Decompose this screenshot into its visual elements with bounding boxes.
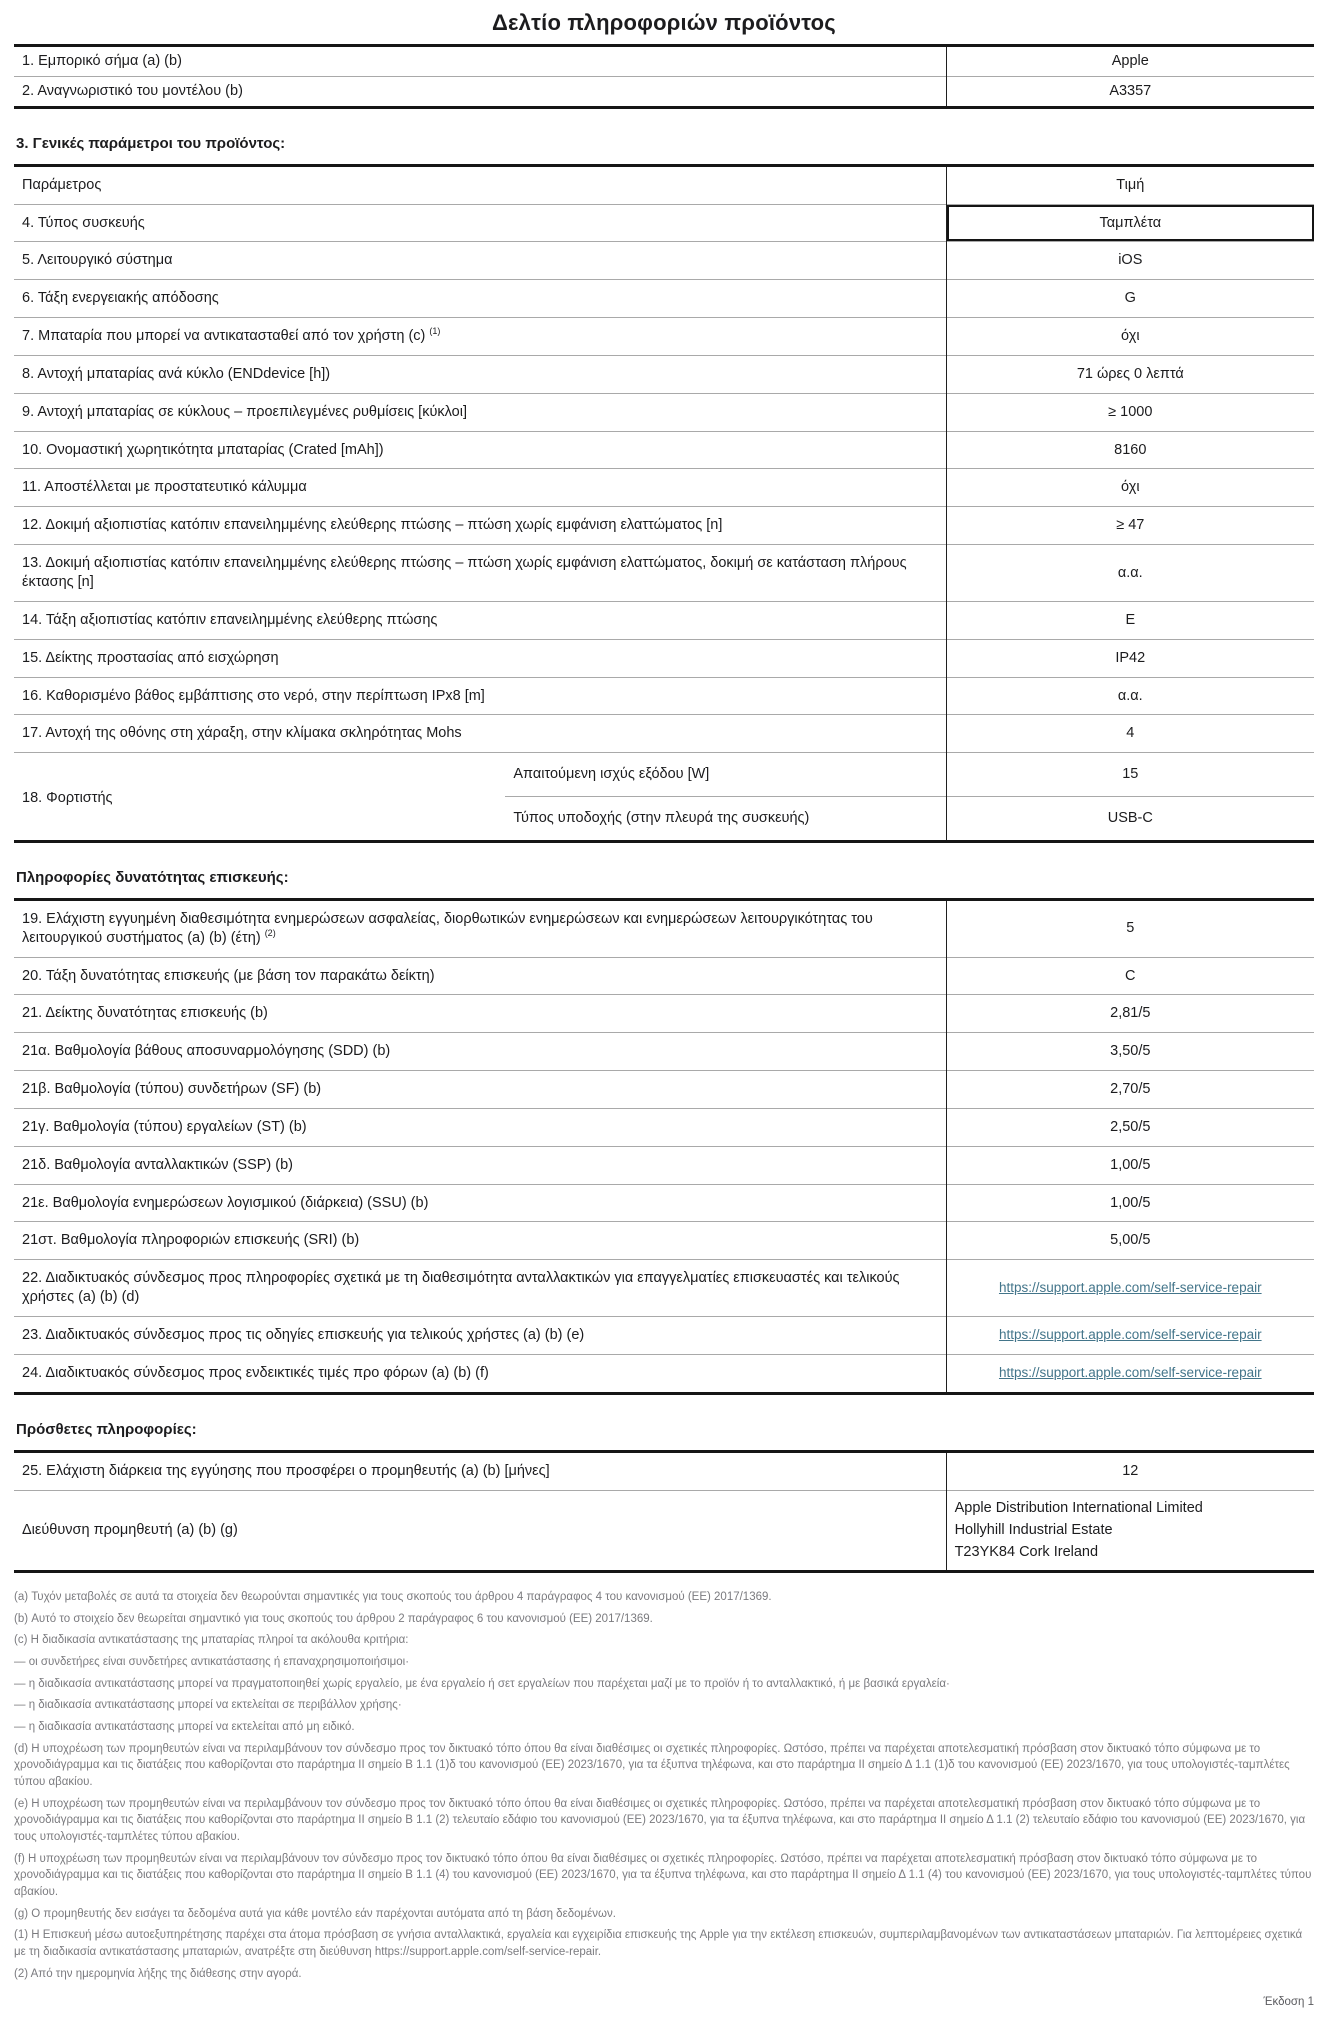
row-label	[14, 1033, 946, 1071]
table-row	[14, 753, 1314, 797]
charger-row-label: 18. Φορτιστής	[14, 753, 505, 842]
table-row	[14, 1222, 1314, 1260]
table-row	[14, 76, 1314, 107]
row-value-text: 8160	[1114, 441, 1147, 458]
row-value-text: 5,00/5	[1110, 1232, 1151, 1249]
row-label-text: 5. Λειτουργικό σύστημα	[22, 252, 173, 269]
row-label	[14, 1317, 946, 1355]
table-row	[14, 677, 1314, 715]
row-value-text: 1,00/5	[1110, 1194, 1151, 1211]
row-value	[946, 469, 1314, 507]
row-value-text: 71 ώρες 0 λεπτά	[1076, 365, 1184, 382]
row-label-text: 11. Αποστέλλεται με προστατευτικό κάλυμμα	[22, 479, 307, 496]
row-label-superscript: (1)	[429, 326, 441, 337]
row-value-text: 3,50/5	[1110, 1043, 1151, 1060]
address-line: Apple Distribution International Limited	[954, 1499, 1203, 1516]
value-link[interactable]: https://support.apple.com/self-service-repair	[998, 1327, 1262, 1342]
row-label-text: 8. Αντοχή μπαταρίας ανά κύκλο (ENDdevice [h])	[22, 365, 331, 382]
row-value	[946, 715, 1314, 753]
table-row	[14, 204, 1314, 242]
column-header-value: Τιμή	[946, 165, 1314, 204]
table-row	[14, 1184, 1314, 1222]
row-value	[946, 204, 1314, 242]
row-label-text: 2. Αναγνωριστικό του μοντέλου (b)	[22, 82, 243, 99]
row-value-text: 5	[1126, 920, 1135, 937]
row-value-text: ≥ 1000	[1108, 403, 1153, 420]
footnote: (e) Η υποχρέωση των προμηθευτών είναι να περιλαμβάνουν τον σύνδεσμο προς τον δικτυακό τόπο όπου θα είναι διαθέσιμες οι σχετικές πληροφορίες. Ωστόσο, πρέπει να παρέχεται αποτελεσματική πρόσβαση στον δικτυακό τόπο σύμφωνα με το χρονοδιάγραμμα και τις διατάξεις που καθορίζονται στο παράρτημα ΙΙ σημείο Β 1.1 (2) τελευταίο εδάφιο του κανονισμού (ΕΕ) 2023/1670, για τα έξυπνα τηλέφωνα, και στο παράρτημα ΙΙ σημείο Δ 1.1 (2) τελευταίο εδάφιο του κανονισμού (ΕΕ) 2023/1670, για τους υπολογιστές-ταμπλέτες τύπου αβακίου.	[14, 1797, 1306, 1843]
row-value	[946, 1451, 1314, 1490]
table-row	[14, 639, 1314, 677]
table-row	[14, 280, 1314, 318]
row-value-text: 15	[1122, 766, 1139, 783]
row-label-text: 25. Ελάχιστη διάρκεια της εγγύησης που προσφέρει ο προμηθευτής (a) (b) [μήνες]	[22, 1462, 550, 1479]
column-header-parameter: Παράμετρος	[22, 176, 102, 193]
row-label	[14, 1451, 946, 1490]
row-value-text: 4	[1126, 725, 1135, 742]
row-label-text: 22. Διαδικτυακός σύνδεσμος προς πληροφορίες σχετικά με τη διαθεσιμότητα ανταλλακτικών για επαγγελματίες επισκευαστές και τελικούς χρήστες (a) (b) (d)	[22, 1270, 900, 1306]
row-value	[946, 677, 1314, 715]
footnote: (c) Η διαδικασία αντικατάστασης της μπαταρίας πληροί τα ακόλουθα κριτήρια:	[14, 1634, 409, 1647]
footnote: (2) Από την ημερομηνία λήξης της διάθεσης στην αγορά.	[14, 1967, 302, 1980]
row-label	[14, 995, 946, 1033]
row-label	[14, 204, 946, 242]
row-value	[946, 318, 1314, 356]
section-general-heading: 3. Γενικές παράμετροι του προϊόντος:	[16, 134, 286, 152]
table-row	[14, 431, 1314, 469]
row-label	[14, 469, 946, 507]
row-value-text: όχι	[1121, 328, 1140, 345]
table-row	[14, 393, 1314, 431]
charger-sub-label: Απαιτούμενη ισχύς εξόδου [W]	[505, 753, 946, 797]
table-row	[14, 355, 1314, 393]
footnotes-block	[14, 1589, 1314, 1982]
row-value	[946, 280, 1314, 318]
version-label: Έκδοση 1	[1263, 1996, 1314, 2009]
table-row	[14, 46, 1314, 77]
row-value	[946, 1033, 1314, 1071]
row-value	[946, 1071, 1314, 1109]
row-value-text: όχι	[1121, 479, 1140, 496]
row-label	[14, 1108, 946, 1146]
row-value-text: E	[1125, 611, 1136, 628]
row-value	[946, 899, 1314, 957]
row-value	[946, 1184, 1314, 1222]
row-value	[946, 639, 1314, 677]
row-label	[14, 318, 946, 356]
additional-info-table	[14, 1450, 1314, 1573]
footnote: (1) Η Επισκευή μέσω αυτοεξυπηρέτησης παρέχει στα άτομα πρόσβαση σε γνήσια ανταλλακτικά, εργαλεία και εγχειρίδια επισκευής της Apple για την εκτέλεση επισκευών, συμπεριλαμβανομένων των αντικαταστάσεων μπαταριών. Για λεπτομέρειες σχετικά με τη διαδικασία αντικατάστασης μπαταριών, ανατρέξτε στη διεύθυνση https://support.apple.com/self-service-repair.	[14, 1929, 1303, 1959]
row-label-text: 9. Αντοχή μπαταρίας σε κύκλους – προεπιλεγμένες ρυθμίσεις [κύκλοι]	[22, 403, 467, 420]
table-row	[14, 899, 1314, 957]
row-value	[946, 507, 1314, 545]
row-value-text: 2,50/5	[1110, 1118, 1151, 1135]
row-label	[14, 715, 946, 753]
row-label-text: 6. Τάξη ενεργειακής απόδοσης	[22, 290, 219, 307]
row-value-text: α.α.	[1117, 687, 1143, 704]
section-repair-heading: Πληροφορίες δυνατότητας επισκευής:	[16, 868, 289, 886]
table-row	[14, 545, 1314, 602]
row-label-text: 23. Διαδικτυακός σύνδεσμος προς τις οδηγίες επισκευής για τελικούς χρήστες (a) (b) (e)	[22, 1327, 585, 1343]
row-value	[946, 393, 1314, 431]
charger-sub-label: Τύπος υποδοχής (στην πλευρά της συσκευής)	[505, 797, 946, 842]
row-value-text: iOS	[1118, 252, 1143, 269]
table-row	[14, 318, 1314, 356]
row-label	[14, 507, 946, 545]
table-row	[14, 507, 1314, 545]
row-label-superscript: (2)	[264, 927, 276, 938]
row-value-text: C	[1125, 967, 1136, 984]
row-label-text: 24. Διαδικτυακός σύνδεσμος προς ενδεικτικές τιμές προ φόρων (a) (b) (f)	[22, 1364, 489, 1381]
row-label-text: 1. Εμπορικό σήμα (a) (b)	[22, 53, 182, 69]
row-label-text: 21δ. Βαθμολογία ανταλλακτικών (SSP) (b)	[22, 1156, 293, 1173]
footnote: — οι συνδετήρες είναι συνδετήρες αντικατάστασης ή επαναχρησιμοποιήσιμοι·	[14, 1655, 410, 1668]
section-additional-heading: Πρόσθετες πληροφορίες:	[16, 1420, 197, 1438]
row-label-text: 19. Ελάχιστη εγγυημένη διαθεσιμότητα ενημερώσεων ασφαλείας, διορθωτικών ενημερώσεων και ενημερώσεων λειτουργικότητας του λειτουργικού συστήματος (a) (b) (έτη)	[22, 910, 873, 946]
row-label	[14, 1490, 946, 1571]
row-label-text: 15. Δείκτης προστασίας από εισχώρηση	[22, 649, 279, 666]
table-row	[14, 957, 1314, 995]
row-label	[14, 431, 946, 469]
row-label	[14, 639, 946, 677]
row-label	[14, 242, 946, 280]
row-value	[946, 957, 1314, 995]
row-label-text: 21β. Βαθμολογία (τύπου) συνδετήρων (SF) (b)	[22, 1081, 322, 1098]
table-row	[14, 1033, 1314, 1071]
row-label	[14, 899, 946, 957]
table-row	[14, 1108, 1314, 1146]
row-value	[946, 1222, 1314, 1260]
row-value-text: 12	[1122, 1462, 1139, 1479]
table-row	[14, 1317, 1314, 1355]
row-label	[14, 1354, 946, 1393]
row-label	[14, 1146, 946, 1184]
table-row	[14, 1354, 1314, 1393]
table-row	[14, 242, 1314, 280]
row-value	[946, 545, 1314, 602]
row-label-text: 16. Καθορισμένο βάθος εμβάπτισης στο νερό, στην περίπτωση IPx8 [m]	[22, 687, 485, 704]
row-value-text: α.α.	[1117, 564, 1143, 581]
row-value	[946, 242, 1314, 280]
row-label	[14, 1222, 946, 1260]
row-label	[14, 545, 946, 602]
row-value	[946, 1146, 1314, 1184]
footnote: (b) Αυτό το στοιχείο δεν θεωρείται σημαντικό για τους σκοπούς του άρθρου 2 παράγραφος 6 του κανονισμού (ΕΕ) 2017/1369.	[14, 1612, 653, 1625]
page-title: Δελτίο πληροφοριών προϊόντος	[492, 10, 836, 35]
row-value	[946, 76, 1314, 107]
row-label	[14, 280, 946, 318]
row-label-text: 17. Αντοχή της οθόνης στη χάραξη, στην κλίμακα σκληρότητας Mohs	[22, 725, 462, 742]
table-row	[14, 1490, 1314, 1571]
row-label-text: 21ε. Βαθμολογία ενημερώσεων λογισμικού (διάρκεια) (SSU) (b)	[22, 1194, 429, 1211]
row-value	[946, 753, 1314, 797]
address-line: Hollyhill Industrial Estate	[954, 1522, 1113, 1538]
row-label	[14, 393, 946, 431]
row-value	[946, 431, 1314, 469]
table-row	[14, 1146, 1314, 1184]
table-row	[14, 1260, 1314, 1317]
table-row	[14, 469, 1314, 507]
row-value-text: IP42	[1115, 649, 1146, 666]
row-label-text: 21α. Βαθμολογία βάθους αποσυναρμολόγησης (SDD) (b)	[22, 1043, 391, 1060]
row-label-text: 4. Τύπος συσκευής	[22, 214, 145, 231]
row-label	[14, 1071, 946, 1109]
row-label-text: 12. Δοκιμή αξιοπιστίας κατόπιν επανειλημμένης ελεύθερης πτώσης – πτώση χωρίς εμφάνιση ελαττώματος [n]	[22, 517, 723, 534]
row-value	[946, 995, 1314, 1033]
table-row	[14, 601, 1314, 639]
row-label	[14, 677, 946, 715]
row-value-text: 1,00/5	[1110, 1156, 1151, 1173]
address-line: T23YK84 Cork Ireland	[954, 1544, 1099, 1561]
row-label	[14, 76, 946, 107]
row-label	[14, 355, 946, 393]
row-value-text: Apple	[1111, 53, 1149, 69]
row-label-text: Διεύθυνση προμηθευτή (a) (b) (g)	[22, 1521, 238, 1538]
row-label-text: 21. Δείκτης δυνατότητας επισκευής (b)	[22, 1005, 268, 1022]
row-label-text: 20. Τάξη δυνατότητας επισκευής (με βάση τον παρακάτω δείκτη)	[22, 967, 435, 984]
footnote: (f) Η υποχρέωση των προμηθευτών είναι να περιλαμβάνουν τον σύνδεσμο προς τον δικτυακό τόπο όπου θα είναι διαθέσιμες οι σχετικές πληροφορίες. Ωστόσο, πρέπει να παρέχεται αποτελεσματική πρόσβαση στον δικτυακό τόπο σύμφωνα με το χρονοδιάγραμμα και τις διατάξεις που καθορίζονται στο παράρτημα ΙΙ σημείο Β 1.1 (4) του κανονισμού (ΕΕ) 2023/1670, για τα έξυπνα τηλέφωνα, και στο παράρτημα ΙΙ σημείο Δ 1.1 (4) του κανονισμού (ΕΕ) 2023/1670, για τους υπολογιστές-ταμπλέτες τύπου αβακίου.	[14, 1852, 1312, 1899]
row-value	[946, 355, 1314, 393]
row-value	[946, 1260, 1314, 1317]
value-link[interactable]: https://support.apple.com/self-service-repair	[998, 1364, 1262, 1380]
footnote: (d) Η υποχρέωση των προμηθευτών είναι να περιλαμβάνουν τον σύνδεσμο προς τον δικτυακό τόπο όπου θα είναι διαθέσιμες οι σχετικές πληροφορίες. Ωστόσο, πρέπει να παρέχεται αποτελεσματική πρόσβαση στον δικτυακό τόπο σύμφωνα με το χρονοδιάγραμμα και τις διατάξεις που καθορίζονται στο παράρτημα ΙΙ σημείο Β 1.1 (1)δ του κανονισμού (ΕΕ) 2023/1670, για τα έξυπνα τηλέφωνα, και στο παράρτημα ΙΙ σημείο Δ 1.1 (1)δ του κανονισμού (ΕΕ) 2023/1670, για τους υπολογιστές-ταμπλέτες τύπου αβακίου.	[14, 1742, 1290, 1788]
identification-table	[14, 44, 1314, 109]
row-value-text: USB-C	[1107, 810, 1153, 827]
row-value	[946, 46, 1314, 77]
row-label	[14, 46, 946, 77]
row-label-text: 10. Ονομαστική χωρητικότητα μπαταρίας (Crated [mAh])	[22, 441, 384, 458]
table-row	[14, 1451, 1314, 1490]
row-value	[946, 1354, 1314, 1393]
row-value-text: G	[1124, 290, 1136, 307]
row-value-text: 2,81/5	[1110, 1005, 1151, 1022]
value-link[interactable]: https://support.apple.com/self-service-repair	[998, 1279, 1262, 1295]
repairability-table	[14, 898, 1314, 1395]
footnote: (a) Τυχόν μεταβολές σε αυτά τα στοιχεία δεν θεωρούνται σημαντικές για τους σκοπούς του άρθρου 4 παράγραφος 4 του κανονισμού (ΕΕ) 2017/1369.	[14, 1590, 772, 1603]
row-label	[14, 957, 946, 995]
row-value	[946, 1108, 1314, 1146]
footnote: — η διαδικασία αντικατάστασης μπορεί να εκτελείται σε περιβάλλον χρήσης·	[14, 1699, 402, 1712]
row-label-text: 21γ. Βαθμολογία (τύπου) εργαλείων (ST) (b)	[22, 1118, 307, 1135]
table-row	[14, 995, 1314, 1033]
row-value	[946, 1317, 1314, 1355]
footnote: — η διαδικασία αντικατάστασης μπορεί να πραγματοποιηθεί χωρίς εργαλείο, με ένα εργαλείο ή σετ εργαλείων που παρέχεται μαζί με το προϊόν ή το ανταλλακτικό, ή με βασικά εργαλεία·	[14, 1677, 950, 1690]
footnote: (g) Ο προμηθευτής δεν εισάγει τα δεδομένα αυτά για κάθε μοντέλο εάν παρέχονται αυτόματα από τη βάση δεδομένων.	[14, 1907, 616, 1920]
table-row	[14, 715, 1314, 753]
row-value	[946, 601, 1314, 639]
row-value-text: 2,70/5	[1110, 1081, 1151, 1098]
row-label	[14, 601, 946, 639]
row-label-text: 7. Μπαταρία που μπορεί να αντικατασταθεί από τον χρήστη (c)	[22, 328, 426, 345]
general-parameters-table	[14, 164, 1314, 843]
table-header-row	[14, 165, 1314, 204]
row-value	[946, 797, 1314, 842]
table-row	[14, 1071, 1314, 1109]
row-value-text: Ταμπλέτα	[1099, 214, 1162, 231]
row-label-text: 21στ. Βαθμολογία πληροφοριών επισκευής (SRI) (b)	[22, 1232, 360, 1249]
row-label-text: 13. Δοκιμή αξιοπιστίας κατόπιν επανειλημμένης ελεύθερης πτώσης – πτώση χωρίς εμφάνιση ελαττώματος, δοκιμή σε κατάσταση πλήρους έκτασης [n]	[22, 555, 907, 590]
footnote: — η διαδικασία αντικατάστασης μπορεί να εκτελείται από μη ειδικό.	[14, 1720, 355, 1733]
row-label	[14, 1184, 946, 1222]
row-value-text: ≥ 47	[1116, 517, 1145, 534]
row-label	[14, 1260, 946, 1317]
row-value	[946, 1490, 1314, 1571]
row-label-text: 14. Τάξη αξιοπιστίας κατόπιν επανειλημμένης ελεύθερης πτώσης	[22, 611, 438, 628]
row-value-text: A3357	[1109, 82, 1152, 99]
